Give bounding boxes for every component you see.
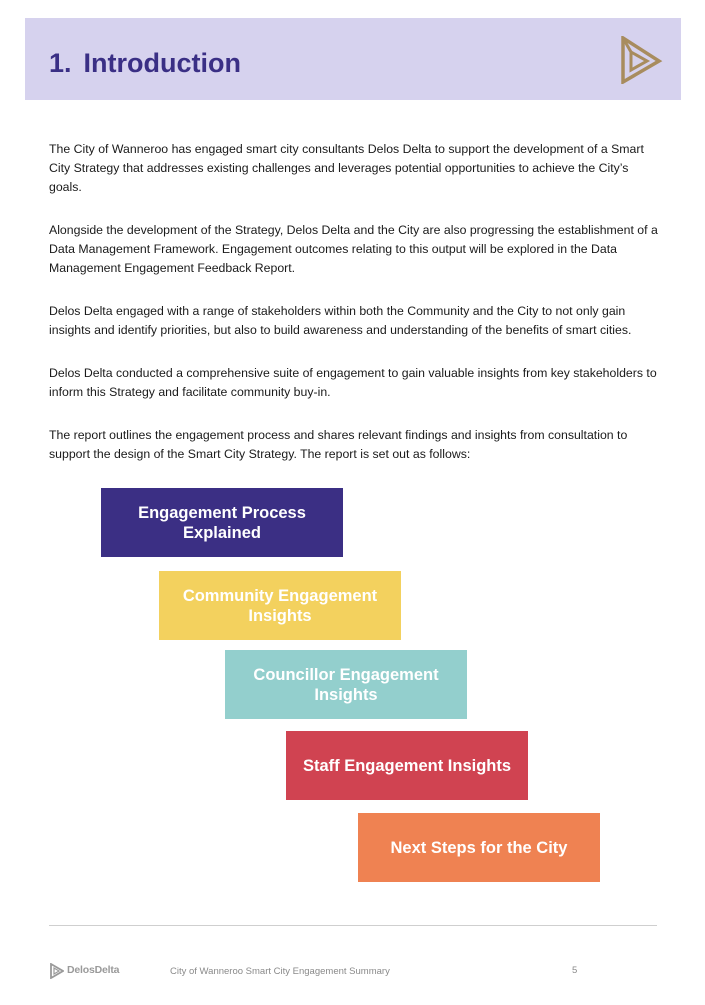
paragraph-engagement-suite: Delos Delta conducted a comprehensive suite of engagement to gain valuable insights from key stakeholders to inform this Strategy and facilitate community buy-in.	[49, 366, 657, 399]
step-engagement-process-explained: Engagement Process Explained	[101, 488, 343, 557]
section-number: 1.	[49, 48, 72, 78]
page-number: 5	[572, 965, 578, 976]
section-header	[25, 18, 681, 100]
page-title	[49, 48, 241, 79]
footer-logo	[50, 963, 120, 979]
step-next-steps: Next Steps for the City	[358, 813, 600, 882]
paragraph-data-framework: Alongside the development of the Strategy, Delos Delta and the City are also progressing the establishment of a Data Management Framework. Engagement outcomes relating to this output will be explored in the Data Management Engagement Feedback Report.	[49, 223, 658, 275]
paragraph-report-outline: The report outlines the engagement process and shares relevant findings and insights from consultation to support the design of the Smart City Strategy. The report is set out as follows:	[49, 428, 628, 461]
footer-brand-name: DelosDelta	[67, 964, 120, 976]
footer-logo-icon	[50, 963, 64, 979]
step-community-engagement-insights: Community Engagement Insights	[159, 571, 401, 640]
step-staff-engagement-insights: Staff Engagement Insights	[286, 731, 528, 800]
step-councillor-engagement-insights: Councillor Engagement Insights	[225, 650, 467, 719]
footer-document-title: City of Wanneroo Smart City Engagement Summary	[170, 966, 390, 977]
footer-divider	[49, 925, 657, 926]
section-title: Introduction	[83, 48, 241, 78]
delos-delta-logo-icon	[619, 36, 663, 84]
paragraph-intro: The City of Wanneroo has engaged smart city consultants Delos Delta to support the development of a Smart City Strategy that addresses existing challenges and leverages potential opportunities to achieve the City’s goals.	[49, 142, 644, 194]
paragraph-stakeholders: Delos Delta engaged with a range of stakeholders within both the Community and the City to not only gain insights and identify priorities, but also to build awareness and understanding of the benefits of smart cities.	[49, 304, 632, 337]
